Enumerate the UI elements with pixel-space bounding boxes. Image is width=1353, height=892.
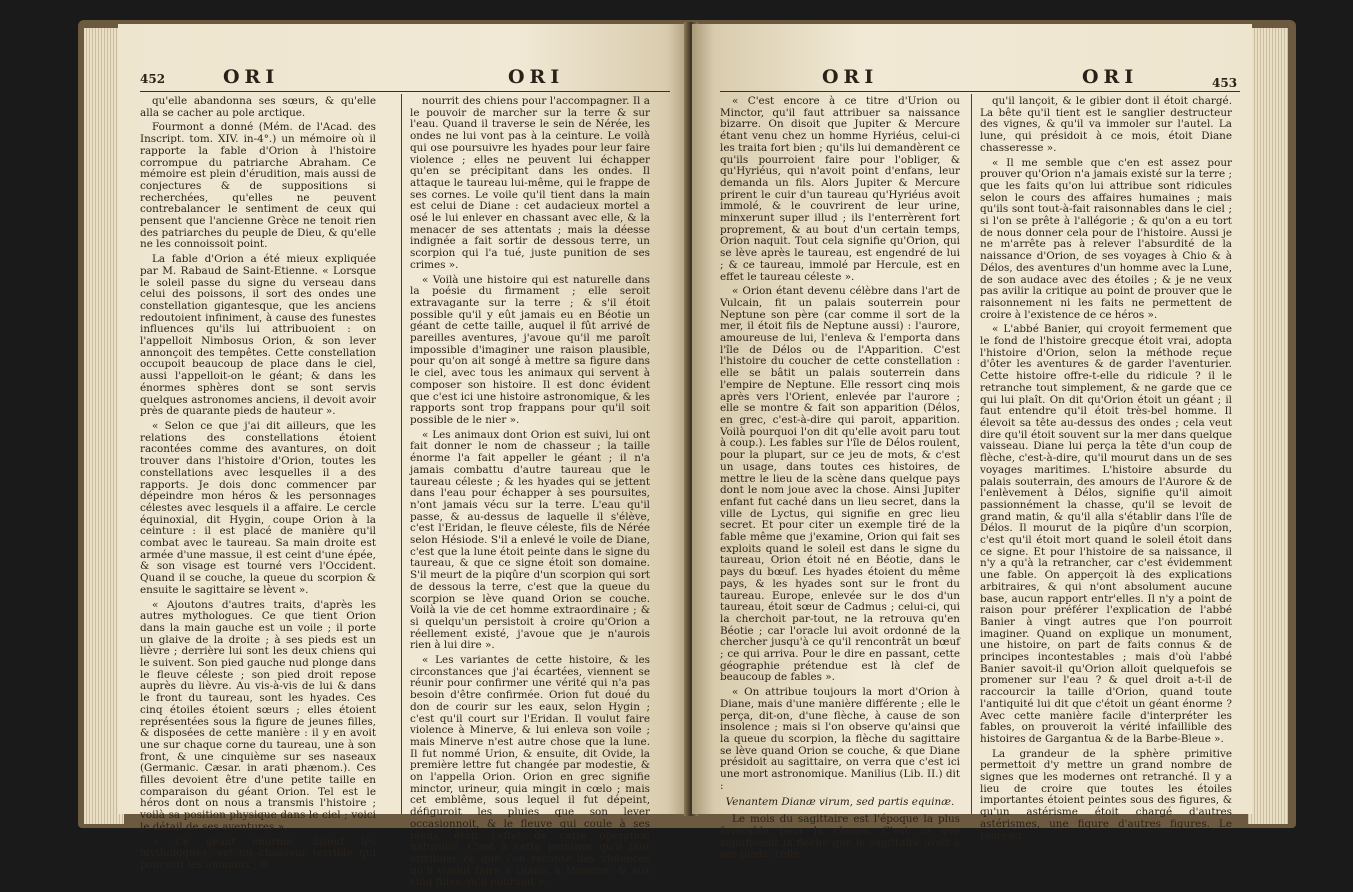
header-rule xyxy=(140,91,670,92)
running-head: ORI xyxy=(223,66,280,88)
paragraph: La fable d'Orion a été mieux expliquée par M. Rabaud de Saint-Etienne. « Lorsque le soleil passe du signe du verseau dans celui des poissons, il sort des ondes une constellation gigantesque, que les anciens redoutoient infiniment, à cause des funestes influences qu'ils lui attribuoient : on l'appelloit Nimbosus Orion, & son lever annonçoit des tempêtes. Cette constellation occupoit beaucoup de place dans le ciel, aussi l'appelloit-on le géant; & dans les énormes sphères dont se sont servis quelques astronomes anciens, il devoit avoir près de quarante pieds de hauteur ». xyxy=(140,253,376,418)
paragraph: « Orion étant devenu célèbre dans l'art de Vulcain, fit un palais souterrein pour Neptune son père (car comme il sort de la mer, il étoit fils de Neptune aussi) : l'aurore, amoureuse de lui, l'enleva & l'emporta dans l'île de Délos ou de l'Apparition. C'est l'histoire du coucher de cette constellation : elle se bâtit un palais souterrein dans l'empire de Neptune. Elle ressort cinq mois après vers l'Orient, enlevée par l'aurore ; elle se montre & fait son apparition (Délos, en grec, c'est-à-dire qui paroit, apparition. Voilà pourquoi l'on dit qu'elle avoit paru tout à coup.). Les fables sur l'île de Délos roulent, pour la plupart, sur ce jeu de mots, & c'est un usage, dans toutes ces histoires, de mettre le lieu de la scène dans quelque pays dont le nom joue avec la chose. Ainsi Jupiter enfant fut caché dans un lieu secret, dans la ville de Lyctus, qui signifie en grec lieu secret. Et pour citer un exemple tiré de la fable même que j'examine, Orion qui fait ses exploits quand le soleil est dans le signe du taureau, Orion étoit né en Béotie, dans le pays du bœuf. Les hyades étoient du même pays, & les hyades sont sur le front du taureau. Europe, enlevée sur le dos d'un taureau, étoit sœur de Cadmus ; celui-ci, qui la cherchoit par-tout, ne la retrouva qu'en Béotie ; car l'oracle lui avoit ordonné de la chercher jusqu'à ce qu'il rencontrât un bœuf ; ce qui arriva. Pour le dire en passant, cette géographie prétendue est là clef de beaucoup de fables ». xyxy=(720,285,960,684)
paragraph: Le mois du sagittaire est l'époque la plus favorable pour la chasse. C'est ce que signifioient la flèche que le sagittaire avoit à ses pieds, celle xyxy=(720,813,960,861)
paragraph: « On attribue toujours la mort d'Orion à Diane, mais d'une manière différente ; elle le perça, dit-on, d'une flèche, à cause de son insolence ; mais si l'on observe qu'ainsi que la queue du scorpion, la flèche du sagittaire se lève quand Orion se couche, & que Diane présidoit au sagittaire, on verra que c'est ici une mort astronomique. Manilius (Lib. II.) dit : xyxy=(720,686,960,792)
paragraph: « Les animaux dont Orion est suivi, lui ont fait donner le nom de chasseur ; la taille énorme l'a fait appeller le géant ; il n'a jamais combattu d'autre taureau que le taureau céleste ; & les hyades qui se jettent dans l'eau pour échapper à ses poursuites, n'ont jamais vécu sur la terre. L'eau qu'il passe, & au-dessus de laquelle il s'élève, c'est l'Eridan, le fleuve céleste, fils de Nérée selon Hésiode. S'il a enlevé le voile de Diane, c'est que la lune étoit peinte dans le signe du taureau, & que ce signe étoit son domaine. S'il meurt de la piqûre d'un scorpion qui sort de dessous la terre, c'est que la queue du scorpion se lève quand Orion se couche. Voilà la vie de cet homme extraordinaire ; & si quelqu'un persistoit à croire qu'Orion a réellement existé, j'avoue que je n'aurois rien à lui dire ». xyxy=(410,428,650,652)
paragraph: qu'il lançoit, & le gibier dont il étoit chargé. La bête qu'il tient est le sanglier destructeur des vignes, & qu'il va immoler sur l'autel. La lune, qui présidoit à ce mois, étoit Diane chasseresse ». xyxy=(980,95,1232,154)
paragraph: « L'abbé Banier, qui croyoit fermement que le fond de l'histoire grecque étoit vrai, adopta l'histoire d'Orion, selon la méthode reçue d'ôter les aventures & de garder l'aventurier. Cette histoire offre-t-elle du ridicule ? il le retranche tout simplement, & ne garde que ce qui lui plaît. On dit qu'Orion étoit un géant ; il faut entendre qu'il étoit très-bel homme. Il élevoit sa tête au-dessus des ondes ; cela veut dire qu'il étoit souvent sur la mer dans quelque vaisseau. Diane lui perça la tête d'un coup de flèche, c'est-à-dire, qu'il mourut dans un de ses voyages maritimes. L'histoire absurde du palais souterrain, des amours de l'Aurore & de l'enlèvement à Délos, signifie qu'il aimoit passionnément la chasse, qu'il se levoit de grand matin, & qu'il alla s'établir dans l'île de Délos. Il mourut de la piqûre d'un scorpion, c'est qu'il étoit mort quand le soleil étoit dans ce signe. Et pour l'histoire de sa naissance, il n'y a qu'à la retrancher, car c'est évidemment une fable. On apperçoit là des explications arbitraires, & qui n'ont absolument aucune base, aucun rapport entr'elles. Il n'y a point de raison pour préférer l'explication de l'abbé Banier à vingt autres que l'on pourroit imaginer. Quand on explique un monument, une histoire, on part de faits connus & de principes incontestables ; mais d'où l'abbé Banier savoit-il qu'Orion alloit quelquefois se promener sur l'eau ? & quel droit a-t-il de raccourcir la taille d'Orion, quand toute l'antiquité lui dit que c'étoit un géant énorme ? Avec cette manière facile d'interpréter les fables, on prouveroit la vérité infaillible des histoires de Gargantua & de la Barbe-Bleue ». xyxy=(980,323,1232,745)
column-divider xyxy=(971,94,972,814)
running-head: ORI xyxy=(822,66,879,88)
paragraph: « Voilà une histoire qui est naturelle dans la poésie du firmament ; elle seroit extravagante sur la terre ; & s'il étoit possible qu'il y eût jamais eu en Béotie un géant de cette taille, auquel il fût arrivé de pareilles aventures, j'avoue qu'il me paroît impossible d'imaginer une raison plausible, pour qu'on ait songé à mettre sa figure dans le ciel, avec tous les animaux qui servent à composer son histoire. Il est donc évident que c'est ici une histoire astronomique, & les rapports sont trop frappans pour qu'il soit possible de le nier ». xyxy=(410,273,650,426)
paragraph: « Ce géant énorme, disent les mythologues, est un chasseur terrible qui poursuit les animaux ; il xyxy=(140,835,376,871)
text-column-1 xyxy=(140,96,376,875)
page-edges-right xyxy=(1248,28,1288,824)
paragraph: nourrit des chiens pour l'accompagner. Il a le pouvoir de marcher sur la terre & sur l'eau. Quand il traverse le sein de Nérée, les ondes ne lui vont pas à la ceinture. Le voilà qui ose poursuivre les hyades pour leur faire violence ; elles ne peuvent lui échapper qu'en se précipitant dans les ondes. Il attaque le taureau lui-même, qui le frappe de ses cornes. Le voile qu'il tient dans la main est celui de Diane : cet audacieux mortel a osé le lui enlever en chassant avec elle, & la menacer de ses attentats ; mais la déesse indignée a fait sortir de dessous terre, un scorpion qui l'a tué, juste punition de ses crimes ». xyxy=(410,95,650,271)
paragraph: qu'elle abandonna ses sœurs, & qu'elle alla se cacher au pole arctique. xyxy=(140,95,376,119)
paragraph: « Selon ce que j'ai dit ailleurs, que les relations des constellations étoient racontées comme des avantures, on doit trouver dans l'histoire d'Orion, toutes les constellations avec lesquelles il a des rapports. Je dois donc commencer par dépeindre mon héros & les personnages célestes avec lesquels il a affaire. Le cercle équinoxial, dit Hygin, coupe Orion à la ceinture : il est placé de manière qu'il combat avec le taureau. Sa main droite est armée d'une massue, il est ceint d'une épée, & son visage est tourné vers l'Occident. Quand il se couche, la queue du scorpion & ensuite le sagittaire se lèvent ». xyxy=(140,419,376,596)
running-head: ORI xyxy=(1082,66,1139,88)
paragraph: La grandeur de la sphère primitive permettoit d'y mettre un grand nombre de signes que les modernes ont retranché. Il y a lieu de croire que toutes les étoiles importantes étoient peintes sous des figures, & qu'un astérisme étoit chargé d'autres astérismes, une figure d'autres figures. Le taureau xyxy=(980,747,1232,842)
paragraph: « Les variantes de cette histoire, & les circonstances que j'ai écartées, viennent se réunir pour confirmer une vérité qui n'a pas besoin d'être confirmée. Orion fut doué du don de courir sur les eaux, selon Hygin ; c'est qu'il court sur l'Eridan. Il voulut faire violence à Minerve, & lui enleva son voile ; mais Minerve n'est autre chose que la lune. Il fut nommé Urion, & ensuite, dit Ovide, la première lettre fut changée par modestie, & on l'appella Orion. Orion en grec signifie minctor, urineur, quia mingit in cœlo ; mais cet emblême, sous lequel il fut dépeint, défiguroit les pluies que son lever occasionnoit, & le fleuve qui coule à ses pieds, étoit l'effet de cette opération naturelle. C'est à cette peinture qu'il faut attribuer ce que l'on raconte des violences qu'il voulut faire à Diane, à Minerve, & aux cinq filles qu'il poursuit ». xyxy=(410,654,650,889)
page-number: 453 xyxy=(1212,76,1238,90)
left-page xyxy=(118,24,690,889)
text-column-2 xyxy=(410,96,650,892)
paragraph: Venantem Dianæ virum, sed partis equinæ. xyxy=(725,796,955,809)
right-page xyxy=(692,24,1252,861)
paragraph: « C'est encore à ce titre d'Urion ou Minctor, qu'il faut attribuer sa naissance bizarre. On disoit que Jupiter & Mercure étant venu chez un homme Hyriéus, celui-ci les traita fort bien ; qu'ils lui demandèrent ce qu'ils pourroient faire pour l'obliger, & qu'Hyriéus, qui n'avoit point d'enfans, leur demanda un fils. Alors Jupiter & Mercure prirent le cuir d'un taureau qu'Hyriéus avoit immolé, & le couvrirent de leur urine, minxerunt super illud ; ils l'enterrèrent fort proprement, & au bout d'un certain temps, Orion naquit. Tout cela signifie qu'Orion, qui se lève après le taureau, est engendré de lui ; & ce taureau, immolé par Hercule, est en effet le taureau céleste ». xyxy=(720,95,960,283)
running-head: ORI xyxy=(508,66,565,88)
text-column-1 xyxy=(720,96,960,864)
column-divider xyxy=(401,94,402,814)
text-column-2 xyxy=(980,96,1232,845)
page-number: 452 xyxy=(140,72,166,86)
paragraph: Fourmont a donné (Mém. de l'Acad. des Inscript. tom. XIV. in-4°.) un mémoire où il rapporte la fable d'Orion à l'histoire corrompue du patriarche Abraham. Ce mémoire est plein d'érudition, mais aussi de conjectures & de suppositions si recherchées, qu'elles ne peuvent contrebalancer le sentiment de ceux qui pensent que l'ancienne Grèce ne tenoit rien des patriarches du peuple de Dieu, & qu'elle ne les connoissoit point. xyxy=(140,121,376,251)
paragraph: « Ajoutons d'autres traits, d'après les autres mythologues. Ce que tient Orion dans la main gauche est un voile ; il porte un glaive de la droite ; à ses pieds est un lièvre ; derrière lui sont les deux chiens qui le suivent. Son pied gauche nud plonge dans le fleuve céleste ; son pied droit repose auprès du lièvre. Au vis-à-vis de lui & dans le front du taureau, sont les hyades. Ces cinq étoiles étoient sœurs ; elles étoient représentées sous la figure de jeunes filles, & disposées de cette manière : il y en avoit une sur chaque corne du taureau, une à son front, & une cinquième sur ses naseaux (Germanic. Cæsar. in arati phænom.). Ces filles devoient être d'une petite taille en comparaison du géant Orion. Tel est le héros dont on nous a transmis l'histoire ; voilà sa position physique dans le ciel ; voici le détail de ses aventures ». xyxy=(140,598,376,833)
header-rule xyxy=(720,91,1240,92)
paragraph: « Il me semble que c'en est assez pour prouver qu'Orion n'a jamais existé sur la terre ; que les faits qu'on lui attribue sont ridicules selon le cours des affaires humaines ; mais qu'ils sont tout-à-fait raisonnables dans le ciel ; si l'on se prête à l'allégorie ; & qu'on a eu tort de nous donner cela pour de l'histoire. Aussi je ne m'arrête pas à relever l'absurdité de la naissance d'Orion, de ses voyages à Chio & à Délos, des aventures d'un homme avec la Lune, de son audace avec des étoiles ; & je ne veux pas avilir la critique au point de prouver que le raisonnement ni les faits ne permettent de croire à l'existence de ce héros ». xyxy=(980,156,1232,321)
